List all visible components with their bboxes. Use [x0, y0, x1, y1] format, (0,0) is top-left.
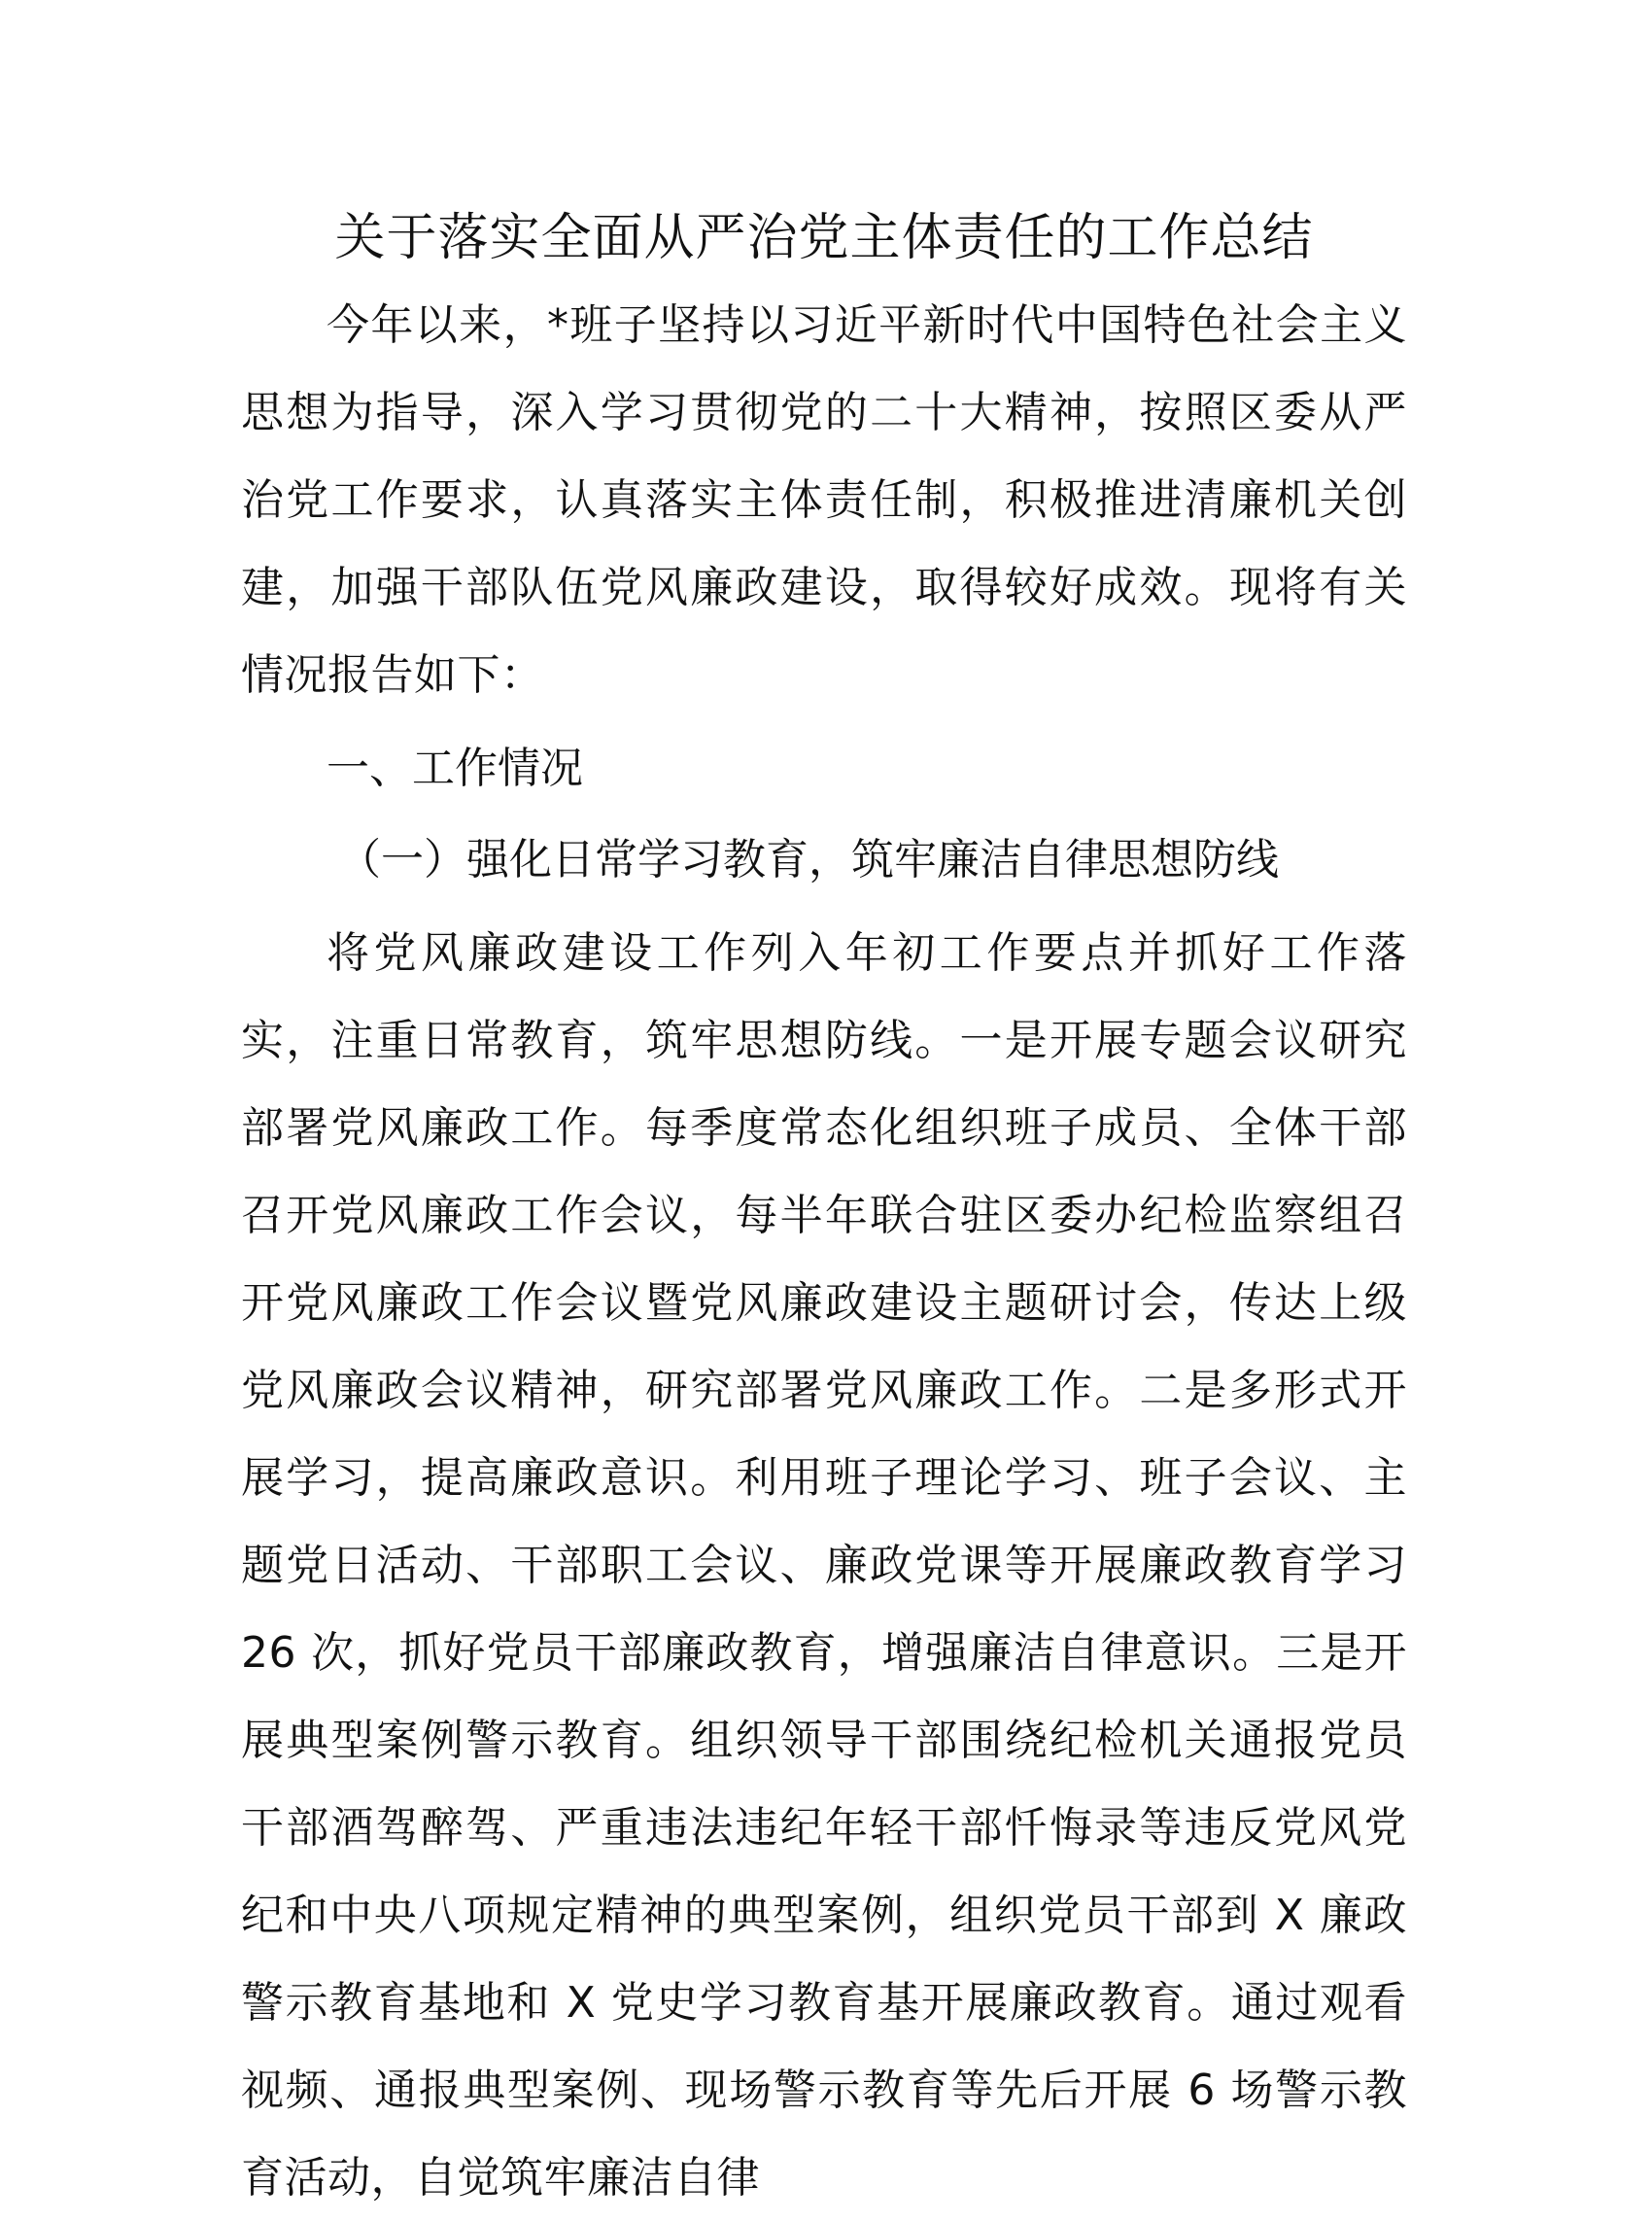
intro-paragraph: 今年以来，*班子坚持以习近平新时代中国特色社会主义思想为指导，深入学习贯彻党的二十大精神，按照区委从严治党工作要求，认真落实主体责任制，积极推进清廉机关创建，加强干部队伍党风廉政建设，取得较好成效。现将有关情况报告如下： [241, 300, 1407, 700]
section-heading-work-status: 一、工作情况 [327, 744, 583, 793]
subsection-heading-study-education: （一）强化日常学习教育，筑牢廉洁自律思想防线 [338, 835, 1279, 885]
document-content [241, 194, 1407, 2222]
body-paragraph: 将党风廉政建设工作列入年初工作要点并抓好工作落实，注重日常教育，筑牢思想防线。一是开展专题会议研究部署党风廉政工作。每季度常态化组织班子成员、全体干部召开党风廉政工作会议，每半年联合驻区委办纪检监察组召开党风廉政工作会议暨党风廉政建设主题研讨会，传达上级党风廉政会议精神，研究部署党风廉政工作。二是多形式开展学习，提高廉政意识。利用班子理论学习、班子会议、主题党日活动、干部职工会议、廉政党课等开展廉政教育学习 26 次，抓好党员干部廉政教育，增强廉洁自律意识。三是开展典型案例警示教育。组织领导干部围绕纪检机关通报党员干部酒驾醉驾、严重违法违纪年轻干部忏悔录等违反党风党纪和中央八项规定精神的典型案例，组织党员干部到 X 廉政警示教育基地和 X 党史学习教育基开展廉政教育。通过观看视频、通报典型案例、现场警示教育等先后开展 6 场警示教育活动，自觉筑牢廉洁自律 [241, 928, 1407, 2203]
document-title: 关于落实全面从严治党主体责任的工作总结 [334, 209, 1314, 267]
